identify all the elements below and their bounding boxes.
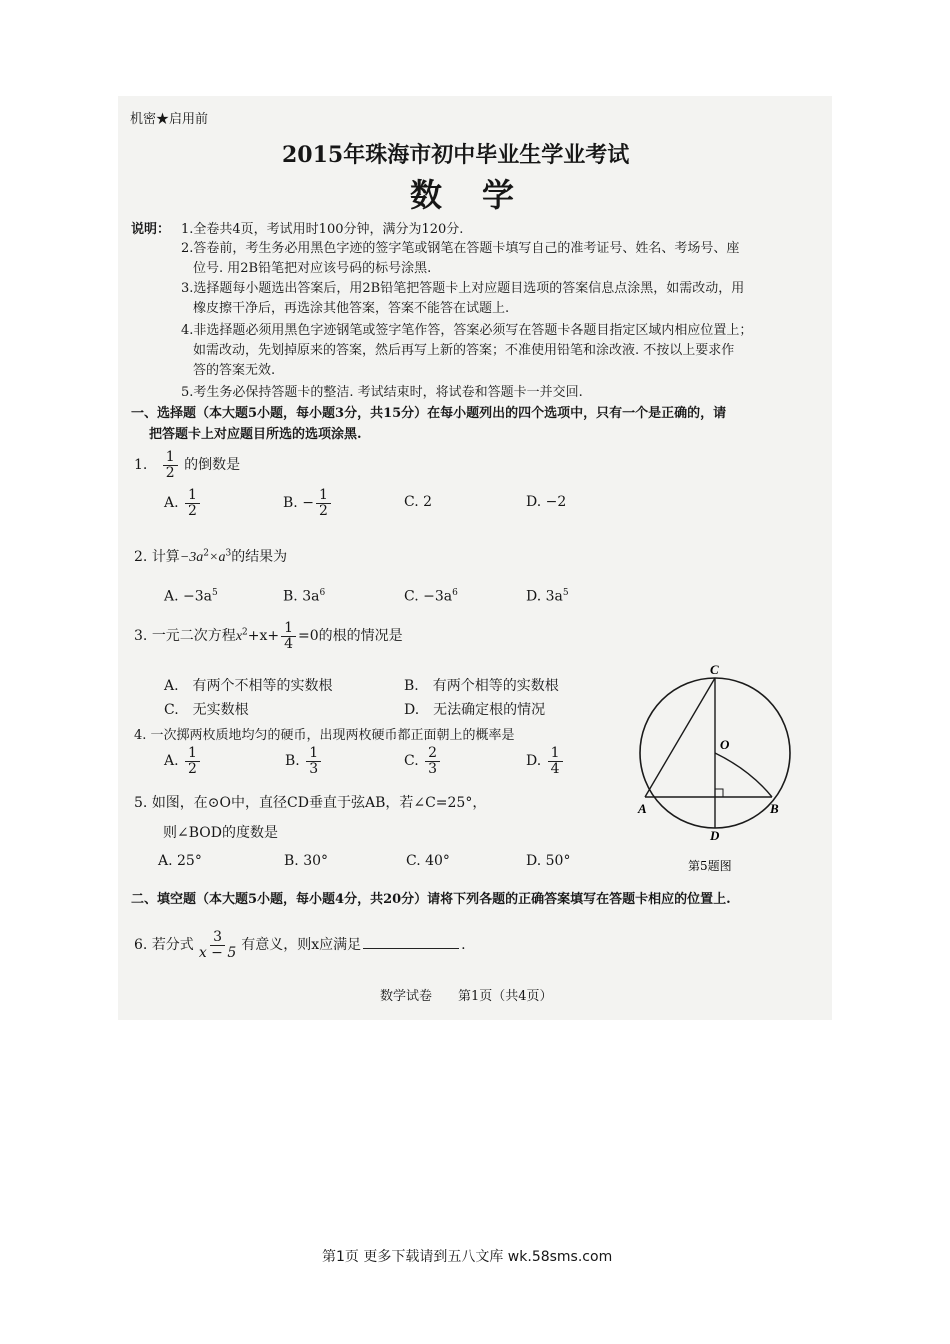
option-d: D. −2 — [526, 494, 567, 510]
question-3: 3. 一元二次方程$x^2+x+$ $\frac{1}{4}$ =0的根的情况是 — [134, 620, 403, 652]
note-line: 2.答卷前，考生务必用黑色字迹的签字笔或钢笔在答题卡填写自己的准考证号、姓名、考场号、座 — [181, 241, 740, 256]
option-b: B. 30° — [284, 853, 329, 869]
option-a: A. $\frac{1}{2}$ — [164, 746, 202, 776]
label-a: A — [638, 801, 647, 816]
option-d: D. $\frac{1}{4}$ — [526, 746, 565, 776]
question-6: 6. 若分式 $\frac{3}{x - 5}$ 有意义，则x应满足 . — [134, 929, 466, 961]
subject-title: 数 学 — [410, 176, 519, 214]
right-angle-mark — [715, 789, 723, 797]
exam-title: 2015年珠海市初中毕业生学业考试 — [282, 142, 630, 168]
circle-figure — [620, 660, 820, 880]
answer-blank — [363, 934, 459, 949]
note-line: 4.非选择题必须用黑色字迹钢笔或签字笔作答，答案必须写在答题卡各题目指定区域内相应位置上； — [181, 323, 753, 338]
question-1 — [134, 450, 240, 480]
option-d: D. 无法确定根的情况 — [404, 702, 546, 718]
note-line: 3.选择题每小题选出答案后，用2B铅笔把答题卡上对应题目选项的答案信息点涂黑，如需改动，用 — [181, 281, 745, 296]
option-b: B. $3a^6$ — [283, 588, 326, 605]
option-c: C. $\frac{2}{3}$ — [404, 746, 442, 776]
note-line: 橡皮擦干净后，再选涂其他答案，答案不能答在试题上. — [193, 301, 510, 316]
label-o: O — [720, 737, 730, 752]
figure-caption: 第5题图 — [688, 859, 732, 873]
option-b: B. − $\frac{1}{2}$ — [283, 488, 333, 518]
note-line: 答的答案无效. — [193, 363, 276, 378]
notes-label: 说明： — [131, 222, 171, 237]
option-d: D. $3a^5$ — [526, 588, 569, 605]
question-4: 4. 一次掷两枚质地均匀的硬币，出现两枚硬币都正面朝上的概率是 — [134, 728, 515, 743]
option-a: A. 25° — [158, 853, 202, 869]
question-2: 2. 计算$-3a^2\times a^3$的结果为 — [134, 548, 288, 565]
option-c: C. 40° — [406, 853, 450, 869]
option-a: A. $-3a^5$ — [164, 588, 218, 605]
label-c: C — [710, 662, 719, 677]
option-d: D. 50° — [526, 853, 571, 869]
segment-ob — [715, 753, 772, 797]
exam-page-footer: 数学试卷 第1页（共4页） — [380, 989, 553, 1004]
option-a: A. 有两个不相等的实数根 — [164, 678, 333, 694]
note-line: 如需改动，先划掉原来的答案，然后再写上新的答案；不准使用铅笔和涂改液. 不按以上要求作 — [193, 343, 735, 358]
segment-ca — [645, 678, 715, 797]
section-heading: 把答题卡上对应题目所选的选项涂黑. — [149, 427, 362, 442]
question-5-cont: 则∠BOD的度数是 — [163, 825, 278, 841]
download-footer: 第1页 更多下载请到五八文库 wk.58sms.com — [322, 1249, 613, 1265]
note-line: 位号. 用2B铅笔把对应该号码的标号涂黑. — [193, 261, 432, 276]
option-a: A. $\frac{1}{2}$ — [164, 488, 202, 518]
question-text: 的倒数是 — [184, 457, 241, 474]
note-line: 1.全卷共4页，考试用时100分钟，满分为120分. — [181, 222, 464, 237]
option-c: C. $-3a^6$ — [404, 588, 458, 605]
fraction: $\frac{1}{2}$ — [163, 450, 178, 480]
label-d: D — [710, 828, 720, 843]
option-c: C. 无实数根 — [164, 702, 249, 718]
question-number: 1. — [134, 457, 148, 474]
option-c: C. 2 — [404, 494, 433, 510]
question-5: 5. 如图，在⊙O中，直径CD垂直于弦AB，若∠C=25°， — [134, 795, 487, 811]
option-b: B. $\frac{1}{3}$ — [285, 746, 323, 776]
note-line: 5.考生务必保持答题卡的整洁. 考试结束时，将试卷和答题卡一并交回. — [181, 385, 583, 400]
section-heading: 一、选择题（本大题5小题，每小题3分，共15分）在每小题列出的四个选项中，只有一个是正确的，请 — [131, 406, 727, 421]
section-heading: 二、填空题（本大题5小题，每小题4分，共20分）请将下列各题的正确答案填写在答题卡相应的位置上. — [131, 892, 731, 907]
secret-label: 机密★启用前 — [130, 112, 209, 127]
option-b: B. 有两个相等的实数根 — [404, 678, 559, 694]
label-b: B — [770, 801, 779, 816]
